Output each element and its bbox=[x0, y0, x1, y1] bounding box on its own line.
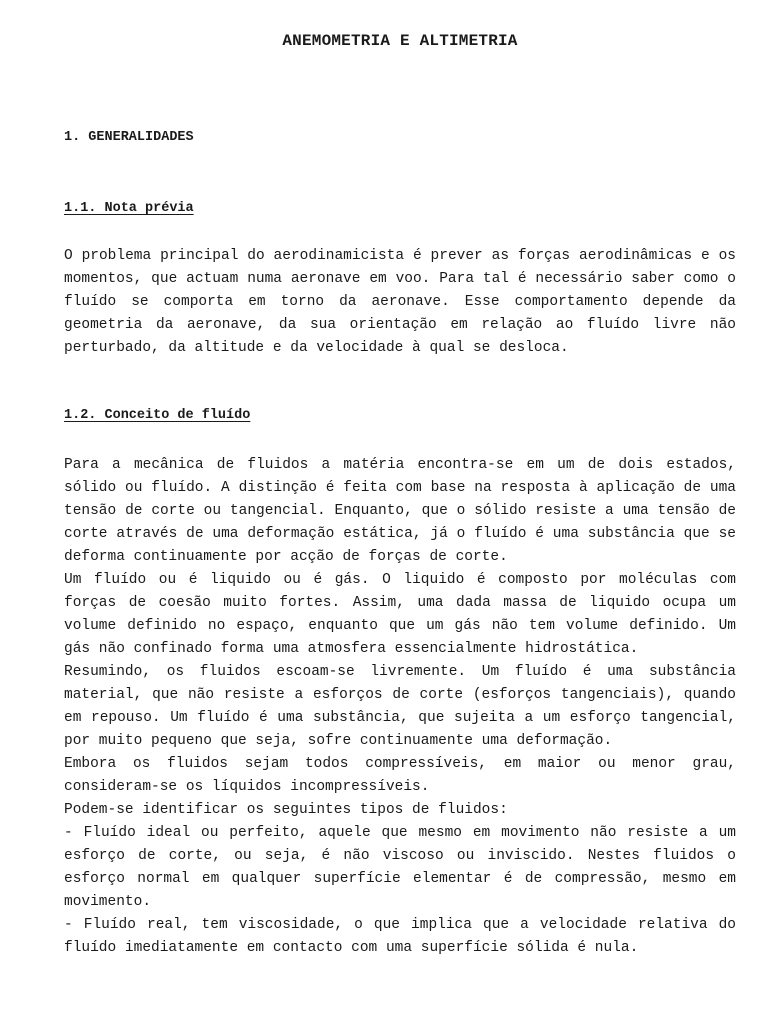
paragraph-tipos-fluidos: Podem-se identificar os seguintes tipos de fluidos: bbox=[64, 802, 508, 818]
paragraph-liquido-gas: Um fluído ou é liquido ou é gás. O liquido é composto por moléculas com forças de coesão muito fortes. Assim, uma dada massa de liquido ocupa um volume definido no espaço, enquanto que um gás não tem volume definido. Um gás não confinado forma uma atmosfera essencialmente hidrostática. bbox=[64, 572, 736, 657]
section-body-conceito-fluido bbox=[64, 454, 736, 960]
subsection-heading-nota-previa: 1.1. Nota prévia bbox=[64, 201, 194, 216]
list-item-fluido-ideal: - Fluído ideal ou perfeito, aquele que mesmo em movimento não resiste a um esforço de corte, ou seja, é não viscoso ou inviscido. Nestes fluidos o esforço normal em qualquer superfície elementar é de compressão, mesmo em movimento. bbox=[64, 825, 736, 910]
paragraph-resumindo: Resumindo, os fluidos escoam-se livremente. Um fluído é uma substância material, que não resiste a esforços de corte (esforços tangenciais), quando em repouso. Um fluído é uma substância, que sujeita a um esforço tangencial, por muito pequeno que seja, sofre continuamente uma deformação. bbox=[64, 664, 736, 749]
section-heading-generalidades: 1. GENERALIDADES bbox=[64, 130, 194, 145]
paragraph-estados-materia: Para a mecânica de fluidos a matéria encontra-se em um de dois estados, sólido ou fluído. A distinção é feita com base na resposta à aplicação de uma tensão de corte ou tangencial. Enquanto, que o sólido resiste a uma tensão de corte através de uma deformação estática, já o fluído é uma substância que se deforma continuamente por acção de forças de corte. bbox=[64, 457, 736, 565]
subsection-heading-conceito-fluido: 1.2. Conceito de fluído bbox=[64, 408, 251, 423]
list-item-fluido-real: - Fluído real, tem viscosidade, o que implica que a velocidade relativa do fluído imediatamente em contacto com uma superfície sólida é nula. bbox=[64, 917, 736, 956]
document-title: ANEMOMETRIA E ALTIMETRIA bbox=[282, 32, 518, 50]
paragraph-nota-previa: O problema principal do aerodinamicista é prever as forças aerodinâmicas e os momentos, que actuam numa aeronave em voo. Para tal é necessário saber como o fluído se comporta em torno da aeronave. Esse comportamento depende da geometria da aeronave, da sua orientação em relação ao fluído livre não perturbado, da altitude e da velocidade à qual se desloca. bbox=[64, 248, 736, 356]
paragraph-compressiveis: Embora os fluidos sejam todos compressíveis, em maior ou menor grau, consideram-se os líquidos incompressíveis. bbox=[64, 756, 736, 795]
